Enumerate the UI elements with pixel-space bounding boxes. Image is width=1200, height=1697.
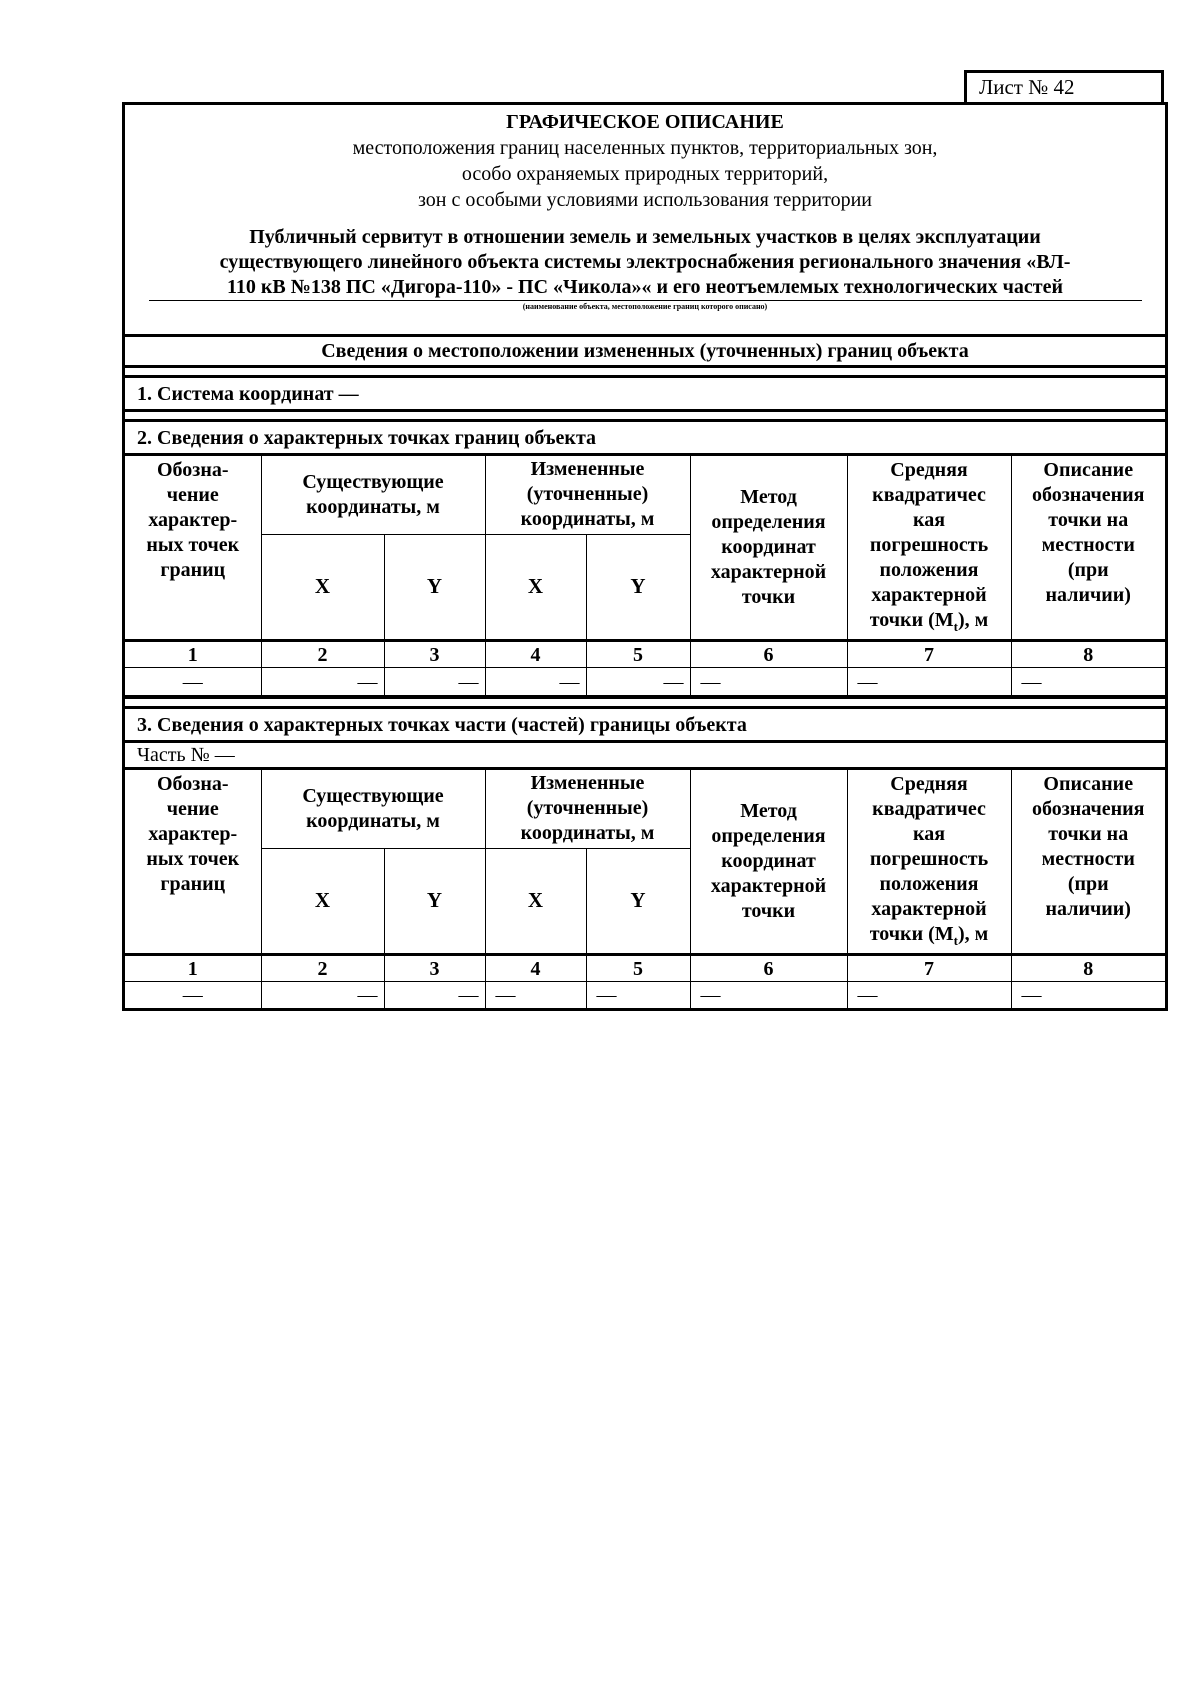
column-number: 1	[125, 955, 261, 982]
divider	[125, 365, 1165, 375]
boundary-points-table	[125, 453, 1165, 696]
column-number: 5	[586, 641, 690, 668]
section-2-title: 2. Сведения о характерных точках границ объекта	[125, 419, 1165, 453]
column-number: 8	[1011, 641, 1165, 668]
table-cell: —	[586, 668, 690, 696]
sheet-number: Лист № 42	[964, 70, 1164, 102]
method-header: Метод определения координат характерной точки	[690, 769, 847, 955]
description-header: Описание обозначения точки на местности (при наличии)	[1011, 455, 1165, 641]
column-number: 6	[690, 641, 847, 668]
form-frame	[122, 102, 1168, 1011]
subtitle-line: особо охраняемых природных территорий,	[461, 163, 829, 185]
section-3-title: 3. Сведения о характерных точках части (частей) границы объекта	[125, 706, 1165, 740]
table-cell: —	[485, 982, 586, 1010]
table-cell: —	[1011, 668, 1165, 696]
table-cell: —	[847, 982, 1011, 1010]
object-name	[125, 225, 1165, 301]
x-header: X	[261, 534, 384, 640]
y-header: Y	[586, 534, 690, 640]
column-number: 2	[261, 955, 384, 982]
table-cell: —	[384, 668, 485, 696]
table-cell: —	[261, 982, 384, 1010]
table-cell: —	[384, 982, 485, 1010]
form-title: ГРАФИЧЕСКОЕ ОПИСАНИЕ	[506, 111, 784, 133]
description-header: Описание обозначения точки на местности (при наличии)	[1011, 769, 1165, 955]
section-title: Сведения о местоположении измененных (уточненных) границ объекта	[125, 334, 1165, 365]
column-number: 4	[485, 955, 586, 982]
part-points-table	[125, 767, 1165, 1011]
error-header: Средняя квадратичес кая погрешность положения характерной точки $(M_t)$, м	[847, 455, 1011, 641]
table-cell: —	[690, 982, 847, 1010]
table-cell: —	[586, 982, 690, 1010]
table-cell: —	[1011, 982, 1165, 1010]
x-header: X	[485, 848, 586, 954]
y-header: Y	[384, 848, 485, 954]
object-name-line: Публичный сервитут в отношении земель и земельных участков в целях эксплуатации	[249, 226, 1041, 248]
table-cell: —	[261, 668, 384, 696]
column-number: 7	[847, 955, 1011, 982]
error-header: Средняя квадратичес кая погрешность положения характерной точки $(M_t)$, м	[847, 769, 1011, 955]
table-cell: —	[125, 982, 261, 1010]
column-number: 4	[485, 641, 586, 668]
coordinate-system: 1. Система координат —	[125, 375, 1165, 409]
method-header: Метод определения координат характерной точки	[690, 455, 847, 641]
divider	[125, 696, 1165, 706]
divider	[125, 409, 1165, 419]
column-number: 1	[125, 641, 261, 668]
designation-header: Обозна- чение характер- ных точек границ	[125, 769, 261, 955]
column-number: 2	[261, 641, 384, 668]
y-header: Y	[384, 534, 485, 640]
y-header: Y	[586, 848, 690, 954]
table-cell: —	[690, 668, 847, 696]
column-number: 3	[384, 955, 485, 982]
existing-coordinates-header: Существующие координаты, м	[261, 455, 485, 535]
table-cell: —	[847, 668, 1011, 696]
existing-coordinates-header: Существующие координаты, м	[261, 769, 485, 849]
object-name-line: 110 кВ №138 ПС «Дигора-110» - ПС «Чикола»« и его неотъемлемых технологических частей	[149, 275, 1142, 301]
changed-coordinates-header: Измененные (уточненные) координаты, м	[485, 769, 690, 849]
x-header: X	[261, 848, 384, 954]
object-name-caption: (наименование объекта, местоположение границ которого описано)	[522, 302, 768, 311]
table-cell: —	[485, 668, 586, 696]
subtitle-line: зон с особыми условиями использования территории	[417, 189, 873, 211]
column-number: 3	[384, 641, 485, 668]
changed-coordinates-header: Измененные (уточненные) координаты, м	[485, 455, 690, 535]
subtitle-line: местоположения границ населенных пунктов, территориальных зон,	[352, 137, 938, 159]
form-header	[125, 105, 1165, 334]
designation-header: Обозна- чение характер- ных точек границ	[125, 455, 261, 641]
column-number: 7	[847, 641, 1011, 668]
part-number: Часть № —	[125, 740, 1165, 767]
column-number: 5	[586, 955, 690, 982]
column-number: 8	[1011, 955, 1165, 982]
x-header: X	[485, 534, 586, 640]
table-cell: —	[125, 668, 261, 696]
column-number: 6	[690, 955, 847, 982]
object-name-line: существующего линейного объекта системы электроснабжения регионального значения «ВЛ-	[219, 251, 1071, 273]
